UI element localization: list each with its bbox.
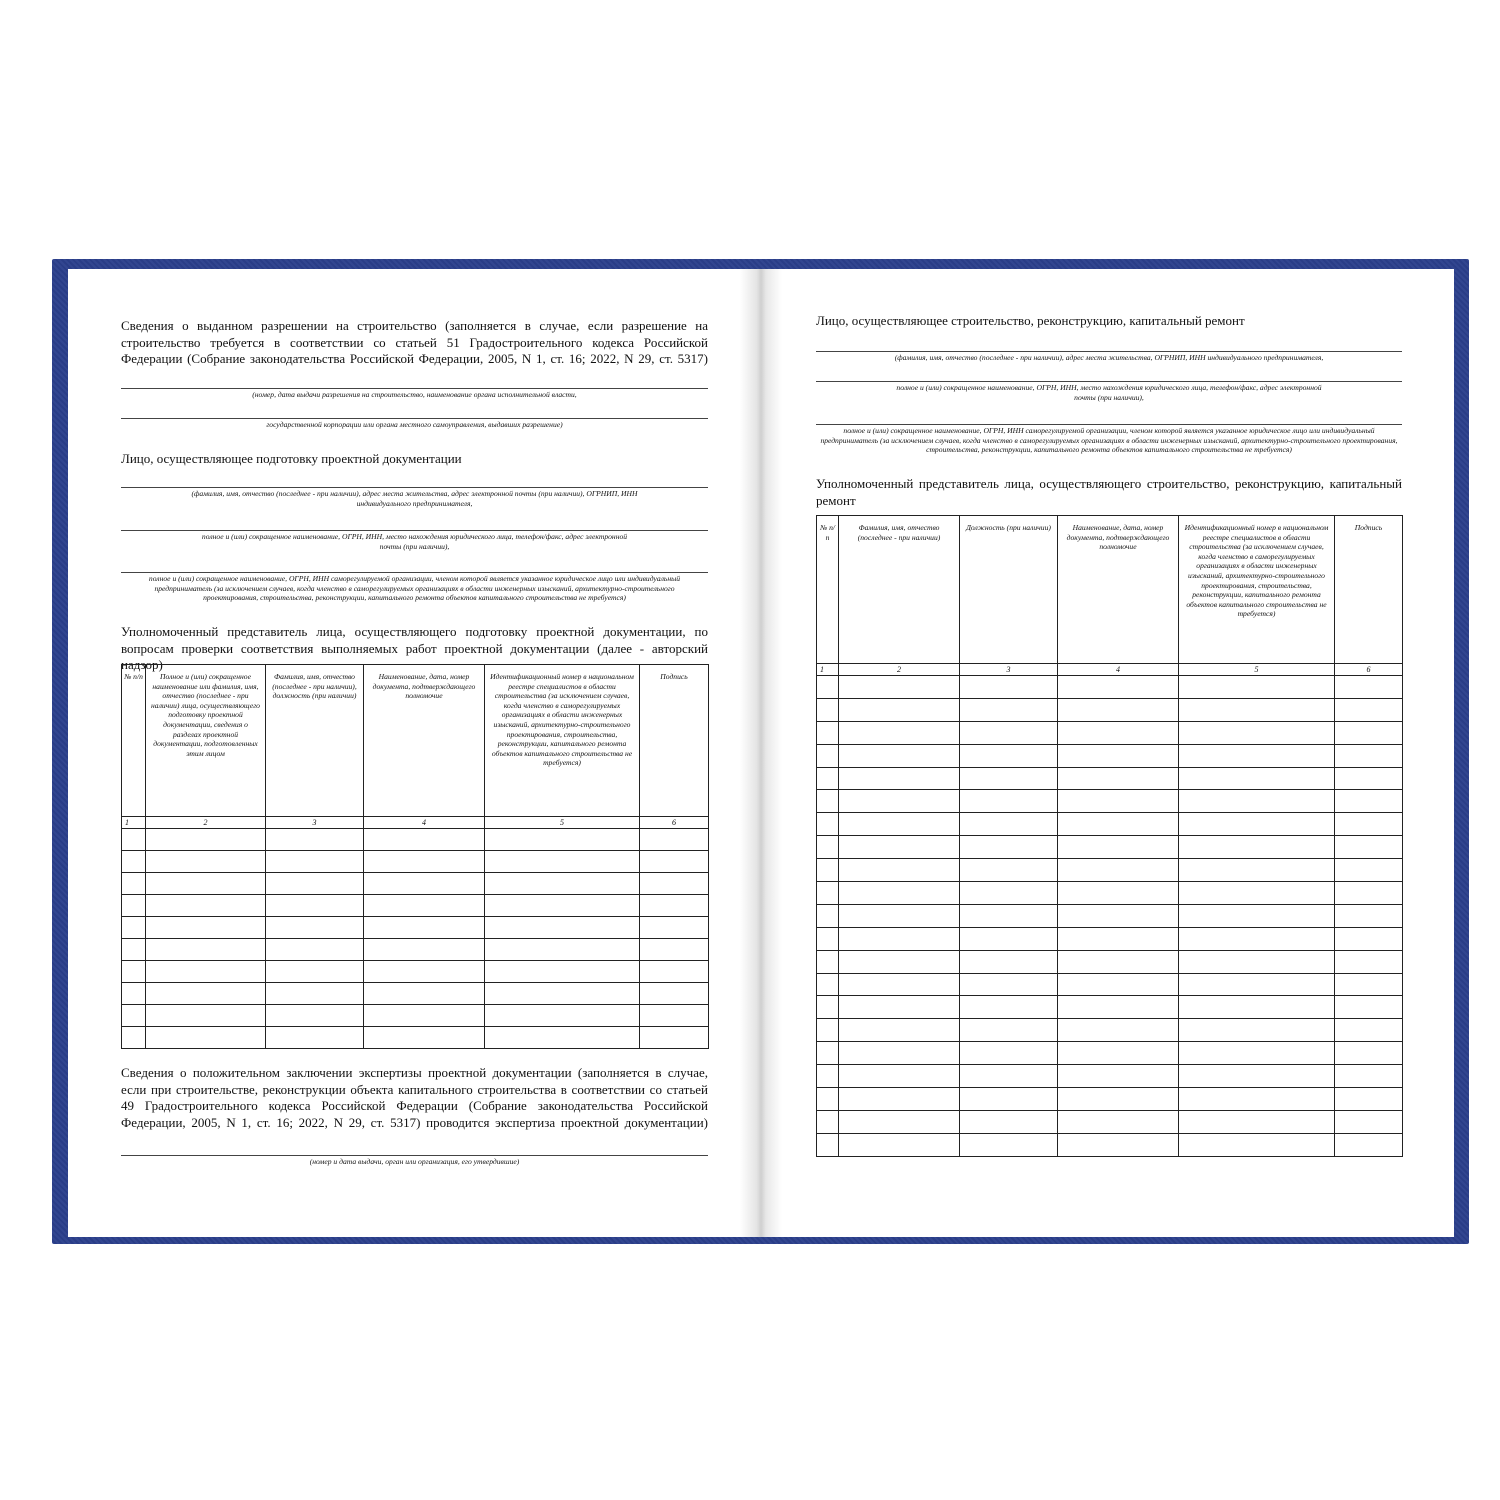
table-row (817, 927, 1403, 950)
table-cell[interactable] (817, 1042, 839, 1065)
table-cell[interactable] (960, 882, 1058, 905)
table-cell[interactable] (266, 939, 364, 961)
table-cell[interactable] (817, 950, 839, 973)
table-cell[interactable] (817, 904, 839, 927)
table-cell[interactable] (817, 927, 839, 950)
builder-caption-2: полное и (или) сокращенное наименование, ОГРН, ИНН, место нахождения юридического лица, телефон/факс, адрес электронной почты (при наличии), (896, 383, 1322, 402)
table-cell[interactable] (1179, 859, 1335, 882)
table-cell[interactable] (960, 1019, 1058, 1042)
col-number-5: 5 (1179, 664, 1335, 676)
table-cell[interactable] (485, 873, 640, 895)
table-cell[interactable] (960, 950, 1058, 973)
table-cell[interactable] (960, 721, 1058, 744)
table-cell[interactable] (122, 851, 146, 873)
table-cell[interactable] (1179, 973, 1335, 996)
table-row (817, 813, 1403, 836)
table-cell[interactable] (640, 1027, 709, 1049)
table-cell[interactable] (960, 1133, 1058, 1156)
table-cell[interactable] (485, 983, 640, 1005)
table-cell[interactable] (146, 961, 266, 983)
table-cell[interactable] (640, 851, 709, 873)
table-cell[interactable] (122, 873, 146, 895)
table-cell[interactable] (960, 1110, 1058, 1133)
col-number-2: 2 (146, 817, 266, 829)
table-cell[interactable] (817, 1110, 839, 1133)
table-cell[interactable] (122, 829, 146, 851)
col-number-3: 3 (266, 817, 364, 829)
table-cell[interactable] (364, 895, 485, 917)
col-number-6: 6 (1335, 664, 1403, 676)
table-cell[interactable] (960, 859, 1058, 882)
table-cell[interactable] (839, 859, 960, 882)
table-cell[interactable] (485, 961, 640, 983)
designer-fill-line-1[interactable] (121, 487, 708, 488)
table-cell[interactable] (817, 836, 839, 859)
table-cell[interactable] (817, 813, 839, 836)
table-cell[interactable] (1058, 1042, 1179, 1065)
table-cell[interactable] (1335, 790, 1403, 813)
table-cell[interactable] (146, 1005, 266, 1027)
table-row (817, 676, 1403, 699)
table-cell[interactable] (1058, 904, 1179, 927)
table-cell[interactable] (364, 961, 485, 983)
table-header-row (817, 516, 1403, 664)
table-row (817, 904, 1403, 927)
table-cell[interactable] (817, 1133, 839, 1156)
table-row (122, 895, 709, 917)
permit-fill-line-1[interactable] (121, 388, 708, 389)
table-cell[interactable] (839, 927, 960, 950)
col-document-header: Наименование, дата, номер документа, подтверждающего полномочие (1058, 516, 1179, 664)
designer-caption-2: полное и (или) сокращенное наименование, ОГРН, ИНН, место нахождения юридического лица, телефон/факс, адрес электронной почты (при наличии), (201, 532, 628, 551)
table-cell[interactable] (1335, 882, 1403, 905)
col-registry-id-header: Идентификационный номер в национальном реестре специалистов в области строительства (за исключением случаев, когда членство в саморегулируемых организациях в области инженерных изысканий, архитектурно-строительного проектирования, строительства, реконструкции, капитального ремонта объектов капитального строительства не требуется) (1179, 516, 1335, 664)
col-number-1: 1 (122, 817, 146, 829)
designer-fill-line-2[interactable] (121, 530, 708, 531)
table-cell[interactable] (640, 895, 709, 917)
table-cell[interactable] (839, 1133, 960, 1156)
table-cell[interactable] (839, 1042, 960, 1065)
table-row (817, 1042, 1403, 1065)
table-cell[interactable] (817, 882, 839, 905)
permit-info-text: Сведения о выданном разрешении на строительство (заполняется в случае, если разрешение на строительство требуется в соответствии со статьей 51 Градостроительного кодекса Российской Федерации (Собрание законодательства Российской Федерации, 2005, N 1, ст. 16; 2022, N 29, ст. 5317) (121, 318, 708, 366)
table-row (122, 873, 709, 895)
table-cell[interactable] (1335, 996, 1403, 1019)
table-cell[interactable] (960, 1088, 1058, 1111)
col-name-header: Полное и (или) сокращенное наименование или фамилия, имя, отчество (последнее - при наличии) лица, осуществляющего подготовку проектной документации, сведения о разделах проектной документации, подготовленных этим лицом (146, 665, 266, 817)
table-cell[interactable] (485, 851, 640, 873)
table-cell[interactable] (122, 1005, 146, 1027)
table-cell[interactable] (1058, 698, 1179, 721)
table-cell[interactable] (817, 996, 839, 1019)
col-number-header: № п/п (817, 516, 839, 664)
table-cell[interactable] (640, 829, 709, 851)
table-row (817, 996, 1403, 1019)
designer-heading: Лицо, осуществляющее подготовку проектной документации (121, 451, 462, 466)
table-cell[interactable] (839, 882, 960, 905)
table-cell[interactable] (1058, 950, 1179, 973)
table-row (817, 1088, 1403, 1111)
table-row (122, 939, 709, 961)
builder-fill-line-1[interactable] (816, 351, 1402, 352)
table-cell[interactable] (1058, 882, 1179, 905)
table-cell[interactable] (364, 939, 485, 961)
table-cell[interactable] (839, 744, 960, 767)
table-cell[interactable] (839, 836, 960, 859)
table-cell[interactable] (1335, 1042, 1403, 1065)
book-spine-gutter (740, 269, 782, 1237)
table-cell[interactable] (1179, 1133, 1335, 1156)
table-row (817, 882, 1403, 905)
table-cell[interactable] (1058, 790, 1179, 813)
table-cell[interactable] (640, 1005, 709, 1027)
table-row (817, 1065, 1403, 1088)
builder-rep-text: Уполномоченный представитель лица, осуществляющего строительство, реконструкцию, капитальный ремонт (816, 476, 1402, 508)
col-document-header: Наименование, дата, номер документа, подтверждающего полномочие (364, 665, 485, 817)
table-cell[interactable] (1179, 882, 1335, 905)
col-number-5: 5 (485, 817, 640, 829)
table-cell[interactable] (1335, 836, 1403, 859)
table-cell[interactable] (1058, 813, 1179, 836)
table-cell[interactable] (1058, 973, 1179, 996)
col-signature-header: Подпись (1335, 516, 1403, 664)
table-cell[interactable] (266, 917, 364, 939)
table-cell[interactable] (1335, 1088, 1403, 1111)
table-cell[interactable] (839, 698, 960, 721)
table-cell[interactable] (817, 721, 839, 744)
table-row (122, 983, 709, 1005)
table-cell[interactable] (839, 676, 960, 699)
expertise-info-text: Сведения о положительном заключении экспертизы проектной документации (заполняется в случае, если при строительстве, реконструкции объекта капитального строительства в соответствии со статьей 49 Градостроительного кодекса Российской Федерации (Собрание законодательства Российской Федерации, 2005, N 1, ст. 16; 2022, N 29, ст. 5317) проводится экспертиза проектной документации) (121, 1065, 708, 1130)
table-cell[interactable] (1179, 790, 1335, 813)
table-cell[interactable] (1179, 927, 1335, 950)
table-cell[interactable] (1058, 1065, 1179, 1088)
col-number-4: 4 (1058, 664, 1179, 676)
table-cell[interactable] (839, 813, 960, 836)
author-supervision-rep-text: Уполномоченный представитель лица, осуществляющего подготовку проектной документации, по вопросам проверки соответствия выполняемых работ проектной документации (далее - авторский надзор) (121, 624, 708, 672)
table-cell[interactable] (266, 829, 364, 851)
table-cell[interactable] (960, 973, 1058, 996)
table-cell[interactable] (364, 1027, 485, 1049)
table-row (817, 767, 1403, 790)
table-cell[interactable] (1058, 836, 1179, 859)
table-cell[interactable] (266, 851, 364, 873)
table-row (122, 1027, 709, 1049)
table-row (817, 744, 1403, 767)
table-cell[interactable] (960, 698, 1058, 721)
table-cell[interactable] (1335, 1110, 1403, 1133)
table-cell[interactable] (266, 873, 364, 895)
table-cell[interactable] (485, 1027, 640, 1049)
table-cell[interactable] (1335, 927, 1403, 950)
col-position-header: Должность (при наличии) (960, 516, 1058, 664)
table-cell[interactable] (266, 983, 364, 1005)
table-cell[interactable] (1179, 698, 1335, 721)
table-cell[interactable] (1335, 721, 1403, 744)
table-row (817, 1110, 1403, 1133)
table-cell[interactable] (146, 983, 266, 1005)
builder-caption-1: (фамилия, имя, отчество (последнее - при наличии), адрес места жительства, ОГРНИП, ИНН индивидуального предпринимателя, (894, 353, 1324, 362)
col-person-header: Фамилия, имя, отчество (последнее - при наличии), должность (при наличии) (266, 665, 364, 817)
builder-caption-3: полное и (или) сокращенное наименование, ОГРН, ИНН саморегулируемой организации, членом которой является указанное юридическое лицо или индивидуальный предприниматель (за исключением случаев, когда членство в саморегулируемых организациях в области инженерных изысканий, архитектурно-строительного проектирования, строительства, реконструкции, капитального ремонта объектов капитального строительства не требуется) (820, 426, 1398, 454)
table-cell[interactable] (364, 917, 485, 939)
table-cell[interactable] (1335, 1133, 1403, 1156)
author-supervision-table (121, 664, 709, 1049)
expertise-fill-line[interactable] (121, 1155, 708, 1156)
table-cell[interactable] (146, 917, 266, 939)
table-cell[interactable] (640, 939, 709, 961)
table-cell[interactable] (817, 744, 839, 767)
table-cell[interactable] (1179, 1110, 1335, 1133)
table-cell[interactable] (1335, 676, 1403, 699)
col-number-header: № п/п (122, 665, 146, 817)
table-cell[interactable] (1335, 1019, 1403, 1042)
table-cell[interactable] (485, 917, 640, 939)
designer-fill-line-3[interactable] (121, 572, 708, 573)
table-cell[interactable] (266, 1005, 364, 1027)
table-cell[interactable] (1335, 904, 1403, 927)
table-cell[interactable] (1179, 1065, 1335, 1088)
table-cell[interactable] (266, 961, 364, 983)
table-cell[interactable] (1058, 1110, 1179, 1133)
expertise-caption: (номер и дата выдачи, орган или организация, его утвердившие) (309, 1157, 520, 1166)
table-cell[interactable] (122, 895, 146, 917)
table-cell[interactable] (1335, 744, 1403, 767)
table-cell[interactable] (1179, 721, 1335, 744)
table-cell[interactable] (839, 904, 960, 927)
permit-caption-2: государственной корпорации или органа местного самоуправления, выдавших разрешение) (266, 420, 563, 429)
table-cell[interactable] (122, 1027, 146, 1049)
table-cell[interactable] (122, 983, 146, 1005)
table-cell[interactable] (1058, 676, 1179, 699)
col-number-4: 4 (364, 817, 485, 829)
table-cell[interactable] (817, 676, 839, 699)
table-cell[interactable] (640, 961, 709, 983)
table-cell[interactable] (839, 1065, 960, 1088)
designer-caption-1: (фамилия, имя, отчество (последнее - при наличии), адрес места жительства, адрес электронной почты (при наличии), ОГРНИП, ИНН индивидуального предпринимателя, (191, 489, 638, 508)
table-cell[interactable] (1179, 1019, 1335, 1042)
table-cell[interactable] (817, 1088, 839, 1111)
table-cell[interactable] (1058, 859, 1179, 882)
table-cell[interactable] (1058, 1133, 1179, 1156)
table-cell[interactable] (1335, 950, 1403, 973)
table-cell[interactable] (146, 939, 266, 961)
builder-fill-line-2[interactable] (816, 381, 1402, 382)
table-cell[interactable] (817, 859, 839, 882)
col-registry-id-header: Идентификационный номер в национальном реестре специалистов в области строительства (за исключением случаев, когда членство в саморегулируемых организациях в области инженерных изысканий, архитектурно-строительного проектирования, строительства, реконструкции, капитального ремонта объектов капитального строительства не требуется) (485, 665, 640, 817)
table-cell[interactable] (817, 1019, 839, 1042)
table-cell[interactable] (839, 721, 960, 744)
table-cell[interactable] (960, 790, 1058, 813)
table-cell[interactable] (817, 698, 839, 721)
table-row (122, 1005, 709, 1027)
table-cell[interactable] (1058, 767, 1179, 790)
table-cell[interactable] (1335, 767, 1403, 790)
builder-fill-line-3[interactable] (816, 424, 1402, 425)
table-cell[interactable] (1179, 904, 1335, 927)
table-cell[interactable] (1179, 813, 1335, 836)
col-number-2: 2 (839, 664, 960, 676)
table-cell[interactable] (1179, 744, 1335, 767)
table-cell[interactable] (1335, 1065, 1403, 1088)
table-cell[interactable] (640, 873, 709, 895)
table-cell[interactable] (1058, 1019, 1179, 1042)
table-cell[interactable] (960, 927, 1058, 950)
table-cell[interactable] (1058, 744, 1179, 767)
table-cell[interactable] (960, 767, 1058, 790)
table-cell[interactable] (146, 851, 266, 873)
table-cell[interactable] (960, 1042, 1058, 1065)
table-cell[interactable] (1179, 767, 1335, 790)
table-cell[interactable] (960, 813, 1058, 836)
table-row (817, 1019, 1403, 1042)
table-row (817, 721, 1403, 744)
table-cell[interactable] (1058, 996, 1179, 1019)
table-row (122, 829, 709, 851)
table-cell[interactable] (839, 767, 960, 790)
table-cell[interactable] (817, 790, 839, 813)
table-cell[interactable] (146, 895, 266, 917)
builder-rep-table (816, 515, 1403, 1157)
table-row (817, 950, 1403, 973)
col-fullname-header: Фамилия, имя, отчество (последнее - при наличии) (839, 516, 960, 664)
table-cell[interactable] (1179, 676, 1335, 699)
table-cell[interactable] (485, 895, 640, 917)
table-cell[interactable] (485, 1005, 640, 1027)
table-cell[interactable] (1058, 927, 1179, 950)
table-cell[interactable] (146, 873, 266, 895)
table-cell[interactable] (1335, 813, 1403, 836)
col-number-6: 6 (640, 817, 709, 829)
table-cell[interactable] (364, 873, 485, 895)
table-row (122, 961, 709, 983)
table-cell[interactable] (817, 1065, 839, 1088)
table-cell[interactable] (839, 1110, 960, 1133)
table-cell[interactable] (839, 790, 960, 813)
table-cell[interactable] (1335, 973, 1403, 996)
column-numbers-row (817, 664, 1403, 676)
table-row (122, 917, 709, 939)
table-cell[interactable] (839, 1088, 960, 1111)
table-row (817, 859, 1403, 882)
table-cell[interactable] (960, 1065, 1058, 1088)
permit-fill-line-2[interactable] (121, 418, 708, 419)
col-number-3: 3 (960, 664, 1058, 676)
table-cell[interactable] (960, 904, 1058, 927)
col-signature-header: Подпись (640, 665, 709, 817)
table-cell[interactable] (839, 996, 960, 1019)
table-cell[interactable] (960, 836, 1058, 859)
table-cell[interactable] (1179, 1042, 1335, 1065)
table-row (122, 851, 709, 873)
col-number-1: 1 (817, 664, 839, 676)
table-cell[interactable] (122, 961, 146, 983)
table-cell[interactable] (960, 744, 1058, 767)
table-row (817, 836, 1403, 859)
table-cell[interactable] (364, 983, 485, 1005)
table-cell[interactable] (485, 829, 640, 851)
table-cell[interactable] (364, 1005, 485, 1027)
table-cell[interactable] (960, 996, 1058, 1019)
table-cell[interactable] (1335, 698, 1403, 721)
table-cell[interactable] (839, 1019, 960, 1042)
table-cell[interactable] (640, 983, 709, 1005)
table-cell[interactable] (640, 917, 709, 939)
table-row (817, 973, 1403, 996)
table-row (817, 1133, 1403, 1156)
table-cell[interactable] (1179, 1088, 1335, 1111)
table-cell[interactable] (1179, 836, 1335, 859)
table-cell[interactable] (146, 829, 266, 851)
designer-caption-3: полное и (или) сокращенное наименование, ОГРН, ИНН саморегулируемой организации, членом которой является указанное юридическое лицо или индивидуальный предприниматель (за исключением случаев, когда членство в саморегулируемых организациях в области инженерных изысканий, архитектурно-строительного проектирования, строительства, реконструкции, капитального ремонта объектов капитального строительства не требуется) (148, 574, 681, 602)
table-row (817, 790, 1403, 813)
table-cell[interactable] (364, 829, 485, 851)
table-cell[interactable] (1179, 996, 1335, 1019)
table-cell[interactable] (122, 917, 146, 939)
table-cell[interactable] (1335, 859, 1403, 882)
table-cell[interactable] (485, 939, 640, 961)
table-row (817, 698, 1403, 721)
table-cell[interactable] (1058, 1088, 1179, 1111)
table-cell[interactable] (817, 767, 839, 790)
permit-caption-1: (номер, дата выдачи разрешения на строительство, наименование органа исполнительной власти, (252, 390, 577, 399)
table-cell[interactable] (1058, 721, 1179, 744)
table-cell[interactable] (960, 676, 1058, 699)
table-cell[interactable] (839, 973, 960, 996)
column-numbers-row (122, 817, 709, 829)
table-cell[interactable] (364, 851, 485, 873)
table-cell[interactable] (122, 939, 146, 961)
table-cell[interactable] (839, 950, 960, 973)
table-cell[interactable] (266, 895, 364, 917)
table-cell[interactable] (146, 1027, 266, 1049)
builder-heading: Лицо, осуществляющее строительство, реконструкцию, капитальный ремонт (816, 313, 1245, 328)
table-header-row (122, 665, 709, 817)
table-cell[interactable] (1179, 950, 1335, 973)
table-cell[interactable] (266, 1027, 364, 1049)
table-cell[interactable] (817, 973, 839, 996)
